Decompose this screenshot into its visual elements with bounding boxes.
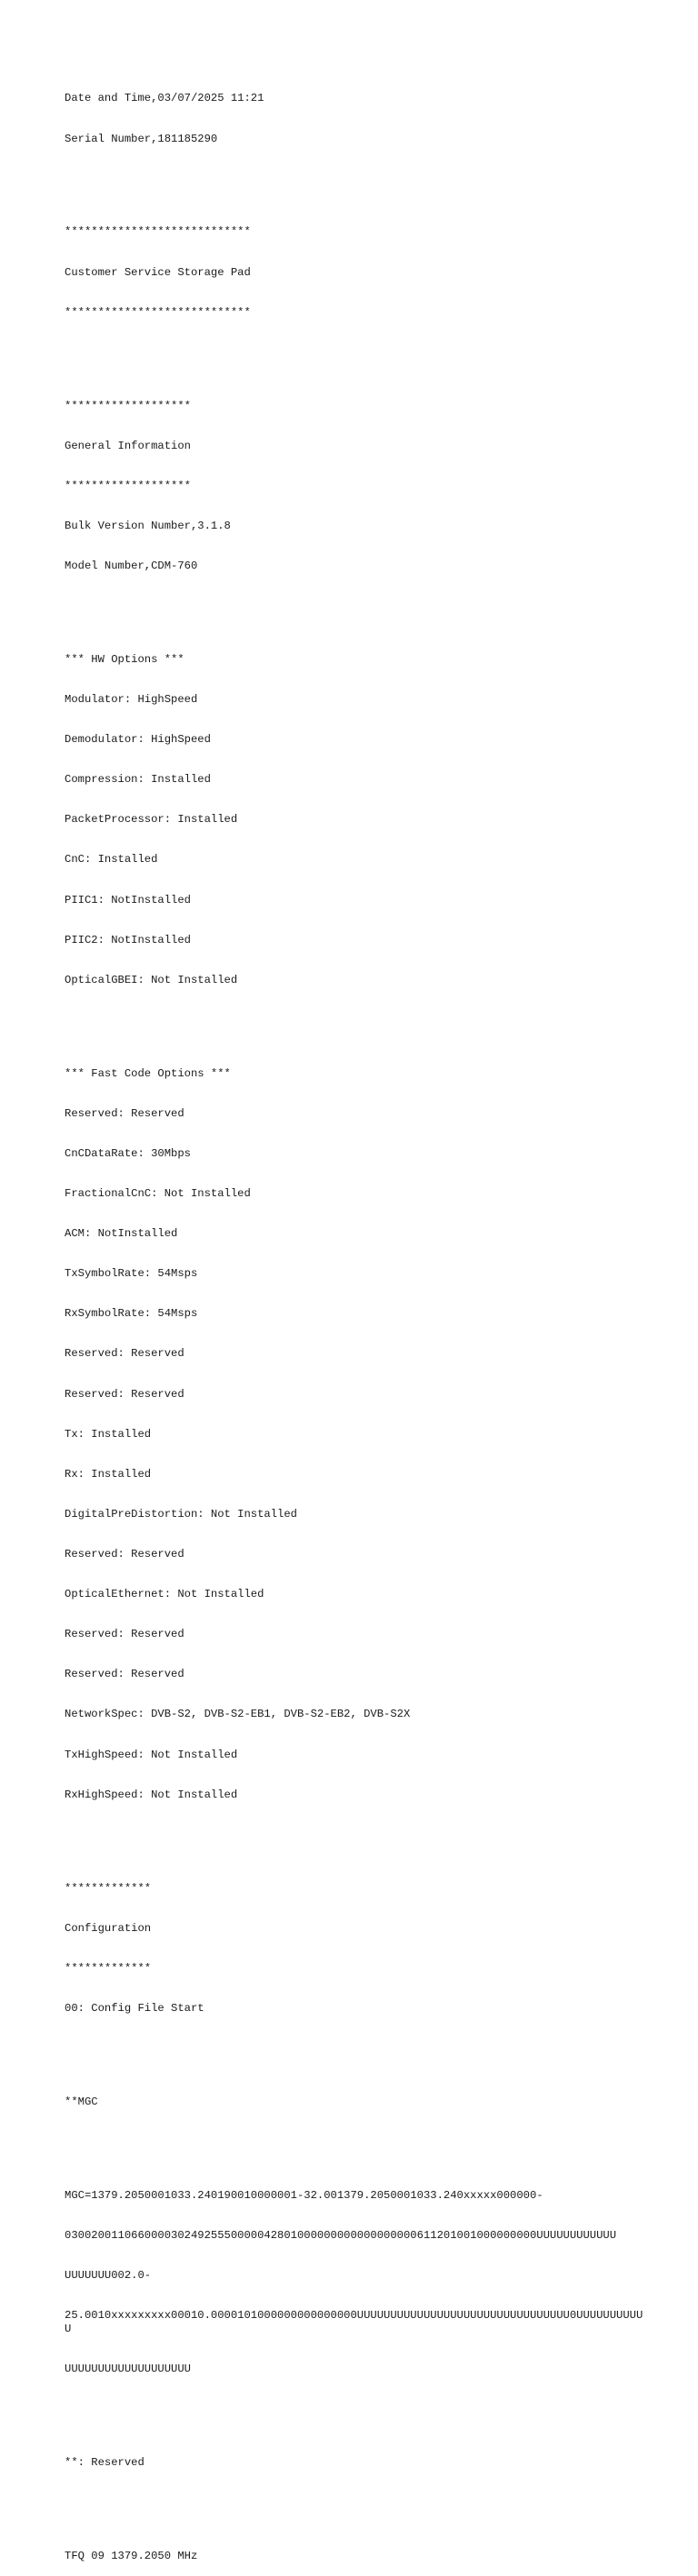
hw-option-line: PIIC2: NotInstalled xyxy=(65,933,191,946)
config-file-start-line: 00: Config File Start xyxy=(65,2001,204,2015)
mgc-heading: **MGC xyxy=(65,2095,98,2108)
bulk-version-line: Bulk Version Number,3.1.8 xyxy=(65,519,231,532)
hw-option-line: Modulator: HighSpeed xyxy=(65,693,198,706)
fast-code-option-line: Reserved: Reserved xyxy=(65,1547,184,1560)
section-rule: ************* xyxy=(65,1961,152,1975)
fast-code-options-heading: *** Fast Code Options *** xyxy=(65,1066,231,1080)
mgc-data-line: 03002001106600003024925550000042801000000000000000000611201001000000000UUUUUUUUUUUU xyxy=(65,2228,617,2242)
serial-number-line: Serial Number,181185290 xyxy=(65,132,218,145)
spacer xyxy=(65,2135,646,2149)
fast-code-option-line: RxSymbolRate: 54Msps xyxy=(65,1307,198,1321)
section-rule: ************* xyxy=(65,1881,152,1895)
fast-code-option-line: CnCDataRate: 30Mbps xyxy=(65,1146,191,1160)
configuration-title: Configuration xyxy=(65,1921,152,1935)
mgc-data-line: UUUUUUU002.0- xyxy=(65,2268,152,2282)
fast-code-option-line: FractionalCnC: Not Installed xyxy=(65,1187,251,1200)
fast-code-option-line: TxSymbolRate: 54Msps xyxy=(65,1267,198,1281)
section-rule: ******************* xyxy=(65,399,191,412)
hw-option-line: PIIC1: NotInstalled xyxy=(65,893,191,907)
mgc-data-line: 25.0010xxxxxxxxx00010.0000101000000000000000UUUUUUUUUUUUUUUUUUUUUUUUUUUUUUUU0UUUUUUUUUUU xyxy=(65,2309,643,2335)
model-number-line: Model Number,CDM-760 xyxy=(65,559,198,572)
spacer xyxy=(65,1014,646,1027)
fast-code-option-line: Reserved: Reserved xyxy=(65,1668,184,1681)
section-rule: ******************* xyxy=(65,479,191,492)
reserved-line: **: Reserved xyxy=(65,2455,145,2469)
hw-option-line: OpticalGBEI: Not Installed xyxy=(65,973,238,986)
tfq-line: TFQ 09 1379.2050 MHz xyxy=(65,2549,198,2562)
fast-code-option-line: Rx: Installed xyxy=(65,1467,152,1481)
spacer xyxy=(65,2042,646,2056)
fast-code-option-line: Reserved: Reserved xyxy=(65,1106,184,1120)
fast-code-option-line: Reserved: Reserved xyxy=(65,1387,184,1401)
fast-code-option-line: TxHighSpeed: Not Installed xyxy=(65,1748,238,1761)
hw-option-line: CnC: Installed xyxy=(65,853,158,867)
fast-code-option-line: OpticalEthernet: Not Installed xyxy=(65,1588,264,1601)
spacer xyxy=(65,1828,646,1842)
mgc-data-line: UUUUUUUUUUUUUUUUUUU xyxy=(65,2362,191,2375)
fast-code-option-line: ACM: NotInstalled xyxy=(65,1227,178,1241)
spacer xyxy=(65,346,646,360)
fast-code-option-line: Reserved: Reserved xyxy=(65,1347,184,1361)
section-rule: **************************** xyxy=(65,305,251,319)
fast-code-option-line: Reserved: Reserved xyxy=(65,1628,184,1641)
hw-option-line: Compression: Installed xyxy=(65,773,211,787)
fast-code-option-line: NetworkSpec: DVB-S2, DVB-S2-EB1, DVB-S2-EB2, DVB-S2X xyxy=(65,1708,411,1721)
hw-options-heading: *** HW Options *** xyxy=(65,652,184,666)
mgc-data-line: MGC=1379.2050001033.240190010000001-32.001379.2050001033.240xxxxx000000- xyxy=(65,2188,543,2202)
customer-section-title: Customer Service Storage Pad xyxy=(65,265,251,279)
document-body xyxy=(65,65,646,2576)
fast-code-option-line: DigitalPreDistortion: Not Installed xyxy=(65,1507,297,1521)
spacer xyxy=(65,2496,646,2510)
general-info-title: General Information xyxy=(65,439,191,452)
spacer xyxy=(65,173,646,186)
hw-option-line: PacketProcessor: Installed xyxy=(65,813,238,827)
hw-option-line: Demodulator: HighSpeed xyxy=(65,733,211,747)
section-rule: **************************** xyxy=(65,225,251,239)
spacer xyxy=(65,599,646,613)
fast-code-option-line: Tx: Installed xyxy=(65,1427,152,1441)
fast-code-option-line: RxHighSpeed: Not Installed xyxy=(65,1788,238,1801)
spacer xyxy=(65,2403,646,2416)
date-time-line: Date and Time,03/07/2025 11:21 xyxy=(65,92,264,105)
